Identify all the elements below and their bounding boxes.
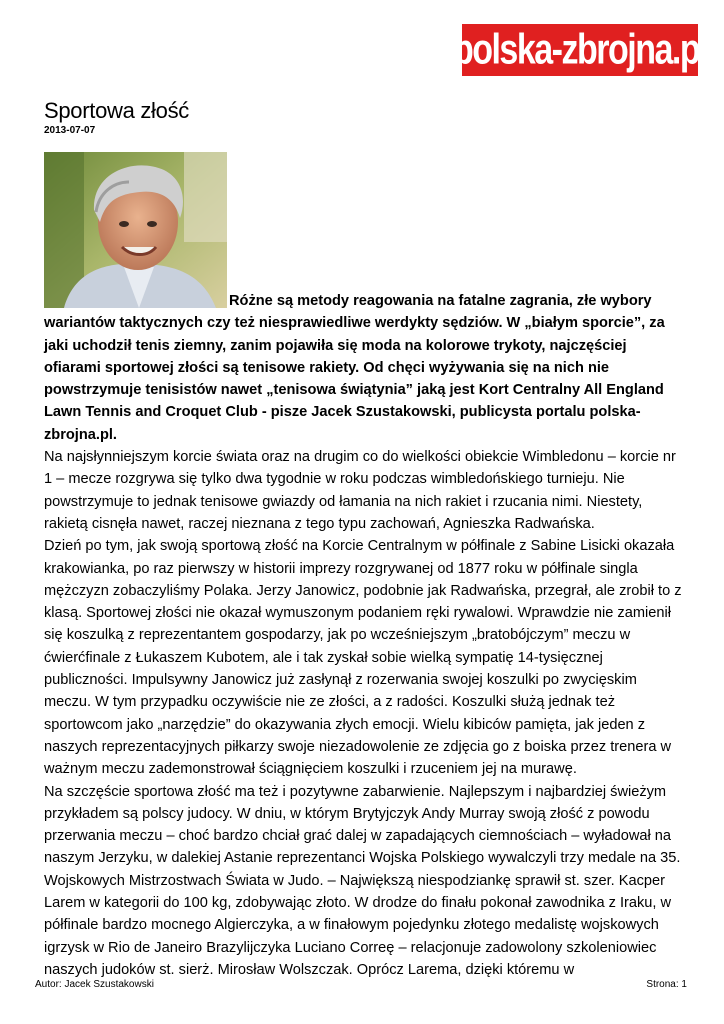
site-logo-text: polska-zbrojna.pl [452,25,708,74]
article-body [44,152,686,981]
article-paragraph-1: Na najsłynniejszym korcie świata oraz na drugim co do wielkości obiekcie Wimbledonu – korcie nr 1 – mecze rozgrywa się tylko dwa tygodnie w roku podczas wimbledońskiego turnieju. Nie powstrzymuje to jednak tenisowe gwiazdy od łamania na nich rakiet i rzucania nimi. Niestety, rakietą cisnęła nawet, raczej nieznana z tego typu zachowań, Agnieszka Radwańska. [44,449,676,532]
article-paragraph-2: Dzień po tym, jak swoją sportową złość na Korcie Centralnym w półfinale z Sabine Lisicki okazała krakowianka, po raz pierwszy w historii imprezy rozgrywanej od 1877 roku w półfinale singla mężczyzn zobaczyliśmy Polaka. Jerzy Janowicz, podobnie jak Radwańska, przegrał, ale zrobił to z klasą. Sportowej złości nie okazał wymuszonym podaniem ręki rywalowi. Wprawdzie nie zamienił się koszulką z reprezentantem gospodarzy, jak po wcześniejszym „bratobójczym” meczu w ćwierćfinale z Łukaszem Kubotem, ale i tak zyskał sobie wielką sympatię 14-tysięcznej publiczności. Impulsywny Janowicz już zasłynął z rozerwania swojej koszulki po zwycięskim meczu. W tym przypadku oczywiście nie ze złości, a z radości. Koszulki służą jednak też sportowcom jako „narzędzie” do okazywania złych emocji. Wielu kibiców pamięta, jak jeden z naszych reprezentacyjnych piłkarzy swoje niezadowolenie ze zdjęcia go z boiska przez trenera w ważnym meczu zademonstrował ściągnięciem koszulki i rzuceniem jej na murawę. [44,538,682,778]
author-photo [44,152,227,308]
article-lead: Różne są metody reagowania na fatalne zagrania, złe wybory wariantów taktycznych czy też niesprawiedliwe werdykty sędziów. W „białym sporcie”, za jaki uchodził tenis ziemny, zanim pojawiła się moda na kolorowe trykoty, najczęściej ofiarami sportowej złości są tenisowe rakiety. Od chęci wyżywania się na nich nie powstrzymuje tenisistów nawet „tenisowa świątynia” jaką jest Kort Centralny All England Lawn Tennis and Croquet Club - pisze Jacek Szustakowski, publicysta portalu polska-zbrojna.pl. [44,293,665,443]
footer-author: Autor: Jacek Szustakowski [35,979,154,990]
site-logo [452,24,708,76]
article-paragraph-3: Na szczęście sportowa złość ma też i pozytywne zabarwienie. Najlepszym i najbardziej świeżym przykładem są polscy judocy. W dniu, w którym Brytyjczyk Andy Murray swoją złość z powodu przerwania meczu – choć bardzo chciał grać dalej w zapadających ciemnościach – wyładował na naszym Jerzyku, w dalekiej Astanie reprezentanci Wojska Polskiego wywalczyli trzy medale na 35. Wojskowych Mistrzostwach Świata w Judo. – Największą niespodziankę sprawił st. szer. Kacper Larem w kategorii do 100 kg, zdobywając złoto. W drodze do finału pokonał zawodnika z Iraku, w półfinale bardzo mocnego Algierczyka, a w finałowym pojedynku złotego medalistę wojskowych igrzysk w Rio de Janeiro Brazylijczyka Luciano Correę – relacjonuje zadowolony szkoleniowiec naszych judoków st. sierż. Mirosław Wolszczak. Oprócz Larema, dzięki któremu w [44,783,681,978]
footer-page-number: Strona: 1 [646,979,687,990]
article-title: Sportowa złość [44,98,189,123]
article-date: 2013-07-07 [44,125,96,136]
